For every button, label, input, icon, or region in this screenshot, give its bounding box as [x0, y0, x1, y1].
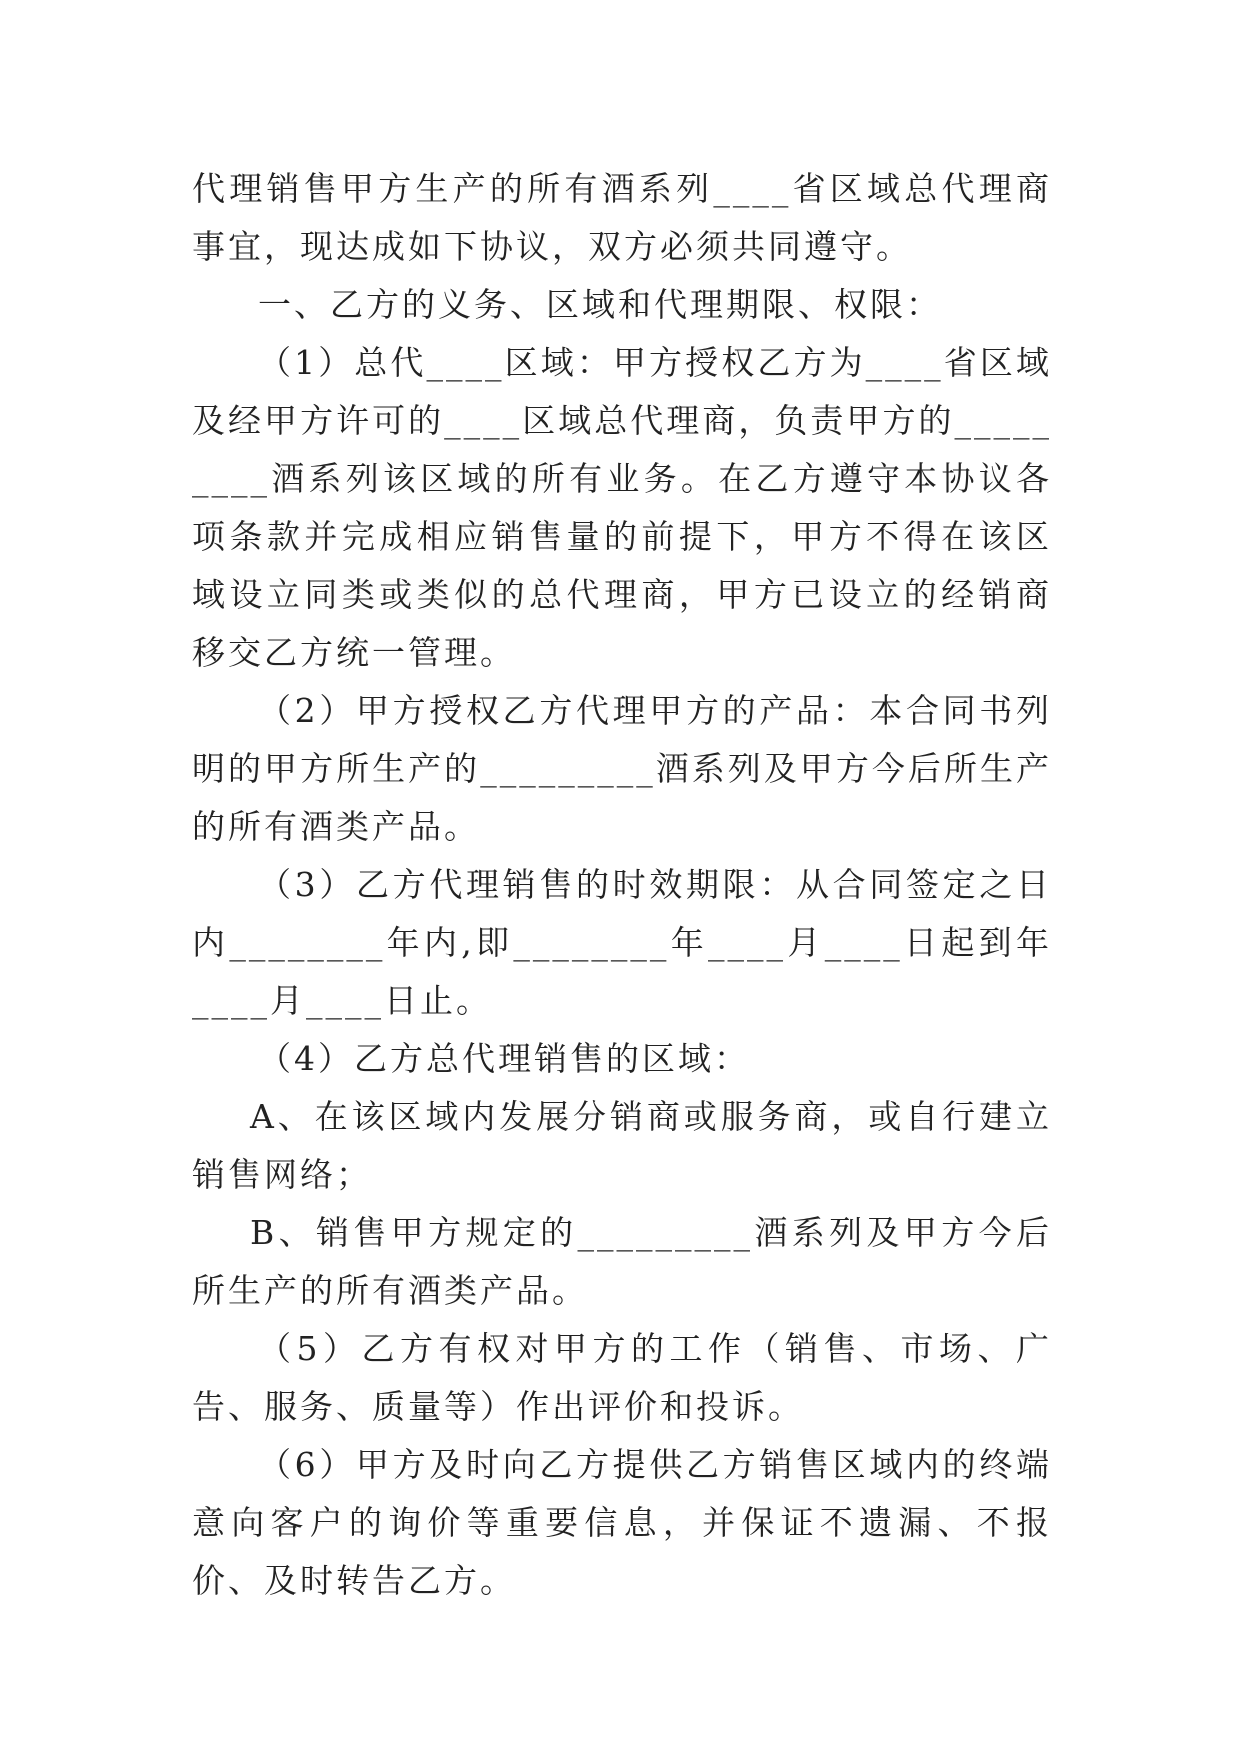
document-body [192, 160, 1052, 1610]
paragraph-intro: 代理销售甲方生产的所有酒系列____省区域总代理商事宜，现达成如下协议，双方必须共同遵守。 [192, 169, 1052, 266]
clause-5: （5）乙方有权对甲方的工作（销售、市场、广告、服务、质量等）作出评价和投诉。 [192, 1329, 1052, 1426]
clause-4a: A、在该区域内发展分销商或服务商，或自行建立销售网络； [192, 1097, 1052, 1194]
clause-2: （2）甲方授权乙方代理甲方的产品：本合同书列明的甲方所生产的_________酒系列及甲方今后所生产的所有酒类产品。 [192, 691, 1052, 846]
clause-4: （4）乙方总代理销售的区域： [258, 1039, 750, 1078]
clause-4b: B、销售甲方规定的_________酒系列及甲方今后所生产的所有酒类产品。 [192, 1213, 1052, 1310]
clause-3: （3）乙方代理销售的时效期限：从合同签定之日内________年内,即________年____月____日起到年____月____日止。 [192, 865, 1052, 1020]
clause-1: （1）总代____区域：甲方授权乙方为____省区域及经甲方许可的____区域总代理商，负责甲方的_________酒系列该区域的所有业务。在乙方遵守本协议各项条款并完成相应销售量的前提下，甲方不得在该区域设立同类或类似的总代理商，甲方已设立的经销商移交乙方统一管理。 [192, 343, 1052, 672]
section-heading: 一、乙方的义务、区域和代理期限、权限： [258, 285, 942, 324]
clause-6: （6）甲方及时向乙方提供乙方销售区域内的终端意向客户的询价等重要信息，并保证不遗漏、不报价、及时转告乙方。 [192, 1445, 1052, 1600]
